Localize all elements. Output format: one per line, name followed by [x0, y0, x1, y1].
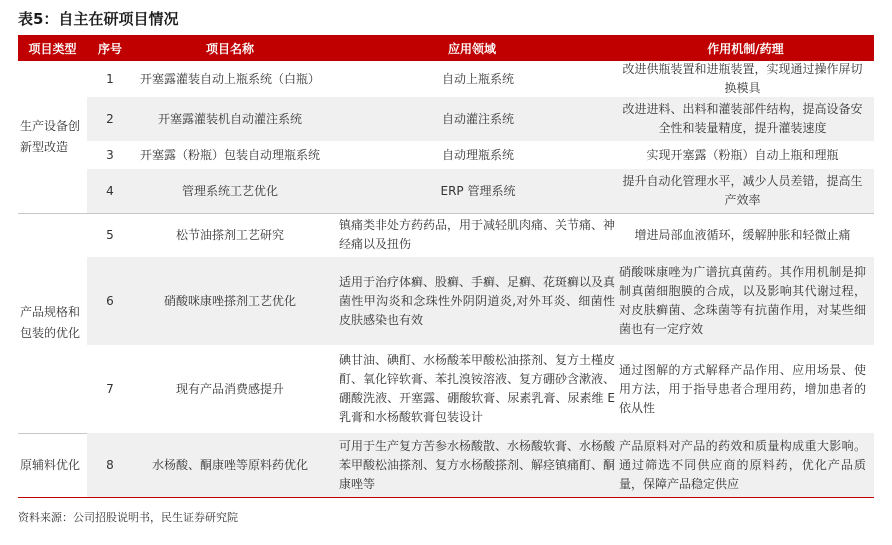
table-bottom-rule: [18, 497, 874, 498]
row-field: 自动灌注系统: [441, 111, 514, 126]
row-name: 管理系统工艺优化: [181, 183, 278, 198]
header-no: 序号: [97, 41, 122, 56]
row-no: 4: [106, 183, 114, 198]
row-mechanism: 改进进料、出料和灌装部件结构，提高设备安全性和装量精度，提升灌装速度: [622, 102, 863, 135]
table-row: [87, 433, 874, 497]
row-field: 自动理瓶系统: [441, 147, 514, 162]
category-label: 生产设备创新型改造: [20, 119, 81, 154]
category-cell: [18, 433, 87, 497]
table-row: [87, 169, 874, 213]
header-name: 项目名称: [205, 41, 254, 56]
category-cell: [18, 61, 87, 213]
category-label: 产品规格和包装的优化: [20, 305, 81, 340]
row-field: 适用于治疗体癣、股癣、手癣、足癣、花斑癣以及真菌性甲沟炎和念珠性外阴阴道炎,对外耳炎、细菌性皮肤感染也有效: [339, 274, 616, 327]
row-name: 开塞露灌装机自动灌注系统: [157, 111, 302, 126]
row-name: 水杨酸、酮康唑等原料药优化: [151, 457, 308, 472]
table-header: [18, 35, 874, 61]
row-name: 现有产品消费感提升: [175, 381, 284, 396]
row-mechanism: 增进局部血液循环，缓解肿胀和轻微止痛: [634, 227, 851, 242]
row-no: 1: [106, 71, 114, 86]
row-field: ERP 管理系统: [440, 183, 516, 198]
row-field: 可用于生产复方苦参水杨酸散、水杨酸软膏、水杨酸苯甲酸松油搽剂、复方水杨酸搽剂、解痉镇痛酊、酮康唑等: [339, 438, 616, 491]
table-row: [87, 213, 874, 257]
header-mechanism: 作用机制/药理: [707, 41, 784, 56]
row-field: 自动上瓶系统: [441, 71, 514, 86]
table-row: [87, 61, 874, 97]
row-name: 松节油搽剂工艺研究: [175, 227, 284, 242]
projects-table: [18, 35, 874, 497]
row-mechanism: 产品原料对产品的药效和质量构成重大影响。通过筛选不同供应商的原料药，优化产品质量，保障产品稳定供应: [619, 438, 866, 491]
row-no: 6: [106, 293, 114, 308]
row-no: 8: [106, 457, 114, 472]
header-field: 应用领域: [447, 41, 496, 56]
row-no: 3: [106, 147, 114, 162]
row-mechanism: 改进供瓶装置和进瓶装置，实现通过操作屏切换模具: [622, 62, 863, 95]
table-row: [87, 345, 874, 433]
table-row: [87, 141, 874, 169]
row-name: 开塞露灌装自动上瓶系统（白瓶）: [139, 71, 320, 86]
row-no: 7: [106, 381, 114, 396]
row-field: 镇痛类非处方药药品，用于减轻肌肉痛、关节痛、神经痛以及扭伤: [339, 218, 616, 251]
row-mechanism: 通过图解的方式解释产品作用、应用场景、使用方法，用于指导患者合理用药，增加患者的依从性: [619, 362, 866, 415]
table-body: [18, 61, 874, 497]
row-mechanism: 硝酸咪康唑为广谱抗真菌药。其作用机制是抑制真菌细胞膜的合成，以及影响其代谢过程，对皮肤癣菌、念珠菌等有抗菌作用，对某些细菌也有一定疗效: [619, 265, 866, 336]
row-no: 5: [106, 227, 114, 242]
source-note: 资料来源：公司招股说明书，民生证券研究院: [18, 511, 238, 524]
row-name: 硝酸咪康唑搽剂工艺优化: [163, 293, 296, 308]
row-mechanism: 提升自动化管理水平，减少人员差错，提高生产效率: [622, 174, 863, 207]
header-type: 项目类型: [28, 41, 77, 56]
row-no: 2: [106, 111, 114, 126]
category-label: 原辅料优化: [20, 457, 81, 472]
row-mechanism: 实现开塞露（粉瓶）自动上瓶和理瓶: [646, 147, 839, 162]
table-row: [87, 97, 874, 141]
table-title: 表5：自主在研项目情况: [18, 10, 179, 28]
category-cell: [18, 213, 87, 433]
row-field: 碘甘油、碘酊、水杨酸苯甲酸松油搽剂、复方土槿皮酊、氧化锌软膏、苯扎溴铵溶液、复方硼砂含漱液、硼酸洗液、开塞露、硼酸软膏、尿素乳膏、尿素维 E 乳膏和水杨酸软膏包装设计: [339, 353, 616, 424]
row-name: 开塞露（粉瓶）包装自动理瓶系统: [139, 147, 320, 162]
table-row: [87, 257, 874, 345]
